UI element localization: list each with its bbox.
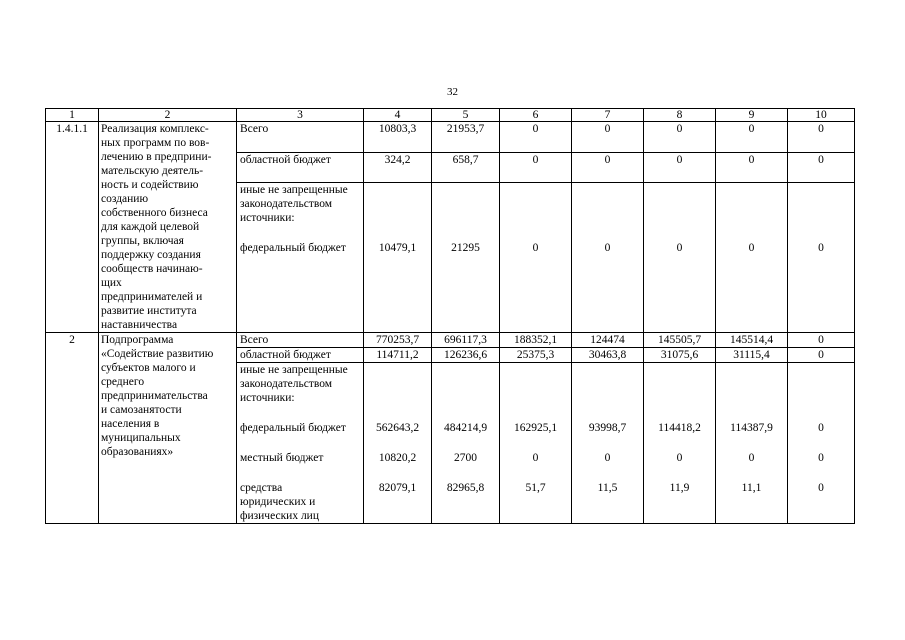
value-text: 0 bbox=[676, 452, 683, 464]
value-text: 10479,1 bbox=[378, 242, 417, 255]
source-legal: юридических и bbox=[240, 496, 316, 508]
source-other bbox=[237, 183, 364, 333]
value-column bbox=[432, 363, 500, 524]
value-cell: 124474 bbox=[572, 333, 644, 348]
budget-table bbox=[45, 108, 855, 524]
value-cell: 0 bbox=[788, 333, 855, 348]
header-cell: 2 bbox=[99, 109, 237, 122]
header-cell: 5 bbox=[432, 109, 500, 122]
name-line: и самозанятости bbox=[101, 404, 182, 416]
source-total: Всего bbox=[237, 122, 364, 153]
value-text: 484214,9 bbox=[443, 422, 488, 434]
name-line: предпринимательства bbox=[101, 390, 208, 402]
name-line: развитие института bbox=[101, 305, 197, 317]
value-text: 0 bbox=[818, 422, 824, 434]
value-text: 93998,7 bbox=[588, 422, 627, 434]
header-row bbox=[46, 109, 855, 122]
source-line: иные не запрещенные bbox=[240, 364, 348, 376]
value-cell: 114711,2 bbox=[364, 348, 432, 363]
value-cell: 145505,7 bbox=[644, 333, 716, 348]
value-text: 2700 bbox=[454, 452, 477, 464]
name-line: населения в bbox=[101, 418, 160, 430]
source-other bbox=[237, 363, 364, 524]
source-line: законодательством bbox=[240, 378, 333, 390]
value-text: 82079,1 bbox=[378, 482, 417, 494]
header-cell: 3 bbox=[237, 109, 364, 122]
value-cell: 0 bbox=[500, 152, 572, 183]
value-column bbox=[716, 363, 788, 524]
value-text: 0 bbox=[818, 242, 824, 255]
value-cell: 31075,6 bbox=[644, 348, 716, 363]
value-text: 0 bbox=[818, 482, 824, 494]
name-line: собственного бизнеса bbox=[101, 207, 208, 219]
value-cell: 21953,7 bbox=[432, 122, 500, 153]
value-column bbox=[788, 363, 855, 524]
value-column bbox=[572, 363, 644, 524]
value-cell: 0 bbox=[572, 122, 644, 153]
value-text: 0 bbox=[748, 452, 755, 464]
name-line: предпринимателей и bbox=[101, 291, 203, 303]
header-cell: 4 bbox=[364, 109, 432, 122]
header-cell: 10 bbox=[788, 109, 855, 122]
name-line: среднего bbox=[101, 376, 145, 388]
value-text: 562643,2 bbox=[375, 422, 420, 434]
measure-name bbox=[99, 333, 237, 524]
header-cell: 1 bbox=[46, 109, 99, 122]
name-line: субъектов малого и bbox=[101, 362, 196, 374]
name-line: для каждой целевой bbox=[101, 221, 200, 233]
value-cell: 31115,4 bbox=[716, 348, 788, 363]
value-cell bbox=[788, 183, 855, 333]
name-line: поддержку создания bbox=[101, 249, 201, 261]
source-total: Всего bbox=[237, 333, 364, 348]
value-cell: 0 bbox=[788, 122, 855, 153]
value-cell bbox=[500, 183, 572, 333]
source-line: законодательством bbox=[240, 198, 333, 211]
name-line: мательскую деятель- bbox=[101, 165, 204, 177]
value-cell bbox=[364, 183, 432, 333]
value-cell: 10803,3 bbox=[364, 122, 432, 153]
source-line: источники: bbox=[240, 392, 295, 404]
source-federal: федеральный бюджет bbox=[240, 242, 346, 255]
name-line: «Содействие развитию bbox=[101, 348, 214, 360]
value-text: 11,1 bbox=[741, 482, 762, 494]
name-line: группы, включая bbox=[101, 235, 184, 247]
value-cell: 0 bbox=[788, 348, 855, 363]
name-line: Подпрограмма bbox=[101, 334, 174, 346]
source-local: местный бюджет bbox=[240, 452, 324, 464]
header-cell: 7 bbox=[572, 109, 644, 122]
table-row bbox=[46, 333, 855, 348]
value-text: 82965,8 bbox=[446, 482, 485, 494]
source-regional: областной бюджет bbox=[237, 152, 364, 183]
header-cell: 9 bbox=[716, 109, 788, 122]
value-cell: 0 bbox=[788, 152, 855, 183]
value-cell: 25375,3 bbox=[500, 348, 572, 363]
value-text: 10820,2 bbox=[378, 452, 417, 464]
source-legal: физических лиц bbox=[240, 510, 319, 522]
value-cell: 188352,1 bbox=[500, 333, 572, 348]
value-cell: 658,7 bbox=[432, 152, 500, 183]
source-federal: федеральный бюджет bbox=[240, 422, 346, 434]
value-cell: 696117,3 bbox=[432, 333, 500, 348]
value-text: 0 bbox=[676, 242, 683, 255]
source-line: источники: bbox=[240, 212, 295, 225]
name-line: муниципальных bbox=[101, 432, 181, 444]
value-cell bbox=[644, 183, 716, 333]
value-cell: 0 bbox=[716, 152, 788, 183]
value-cell: 0 bbox=[644, 152, 716, 183]
name-line: ность и содействию bbox=[101, 179, 199, 191]
value-cell bbox=[432, 183, 500, 333]
value-cell bbox=[716, 183, 788, 333]
value-column bbox=[644, 363, 716, 524]
table-row bbox=[46, 122, 855, 153]
name-line: наставничества bbox=[101, 319, 178, 331]
value-cell: 0 bbox=[572, 152, 644, 183]
row-number: 2 bbox=[46, 333, 99, 524]
value-cell: 30463,8 bbox=[572, 348, 644, 363]
value-text: 162925,1 bbox=[513, 422, 558, 434]
page-number: 32 bbox=[447, 86, 458, 98]
name-line: сообществ начинаю- bbox=[101, 263, 203, 275]
value-text: 11,9 bbox=[669, 482, 690, 494]
value-text: 114387,9 bbox=[730, 422, 773, 434]
source-line: иные не запрещенные bbox=[240, 184, 348, 197]
value-cell: 0 bbox=[716, 122, 788, 153]
value-cell: 0 bbox=[500, 122, 572, 153]
header-cell: 8 bbox=[644, 109, 716, 122]
value-text: 21295 bbox=[451, 242, 480, 255]
value-text: 0 bbox=[532, 242, 539, 255]
measure-name bbox=[99, 122, 237, 333]
source-legal: средства bbox=[240, 482, 283, 494]
name-line: Реализация комплекс- bbox=[101, 123, 209, 135]
value-text: 0 bbox=[748, 242, 755, 255]
value-column bbox=[500, 363, 572, 524]
value-cell: 324,2 bbox=[364, 152, 432, 183]
row-number: 1.4.1.1 bbox=[46, 122, 99, 333]
value-text: 114418,2 bbox=[658, 422, 701, 434]
value-cell bbox=[572, 183, 644, 333]
name-line: ных программ по вов- bbox=[101, 137, 210, 149]
name-line: лечению в предприни- bbox=[101, 151, 212, 163]
value-text: 11,5 bbox=[597, 482, 618, 494]
name-line: образованиях» bbox=[101, 446, 174, 458]
value-column bbox=[364, 363, 432, 524]
source-regional: областной бюджет bbox=[237, 348, 364, 363]
name-line: щих bbox=[101, 277, 122, 289]
value-text: 0 bbox=[604, 452, 611, 464]
value-cell: 126236,6 bbox=[432, 348, 500, 363]
value-cell: 0 bbox=[644, 122, 716, 153]
value-cell: 145514,4 bbox=[716, 333, 788, 348]
header-cell: 6 bbox=[500, 109, 572, 122]
value-text: 0 bbox=[604, 242, 611, 255]
value-text: 0 bbox=[532, 452, 539, 464]
value-cell: 770253,7 bbox=[364, 333, 432, 348]
name-line: созданию bbox=[101, 193, 149, 205]
value-text: 51,7 bbox=[525, 482, 546, 494]
value-text: 0 bbox=[818, 452, 824, 464]
